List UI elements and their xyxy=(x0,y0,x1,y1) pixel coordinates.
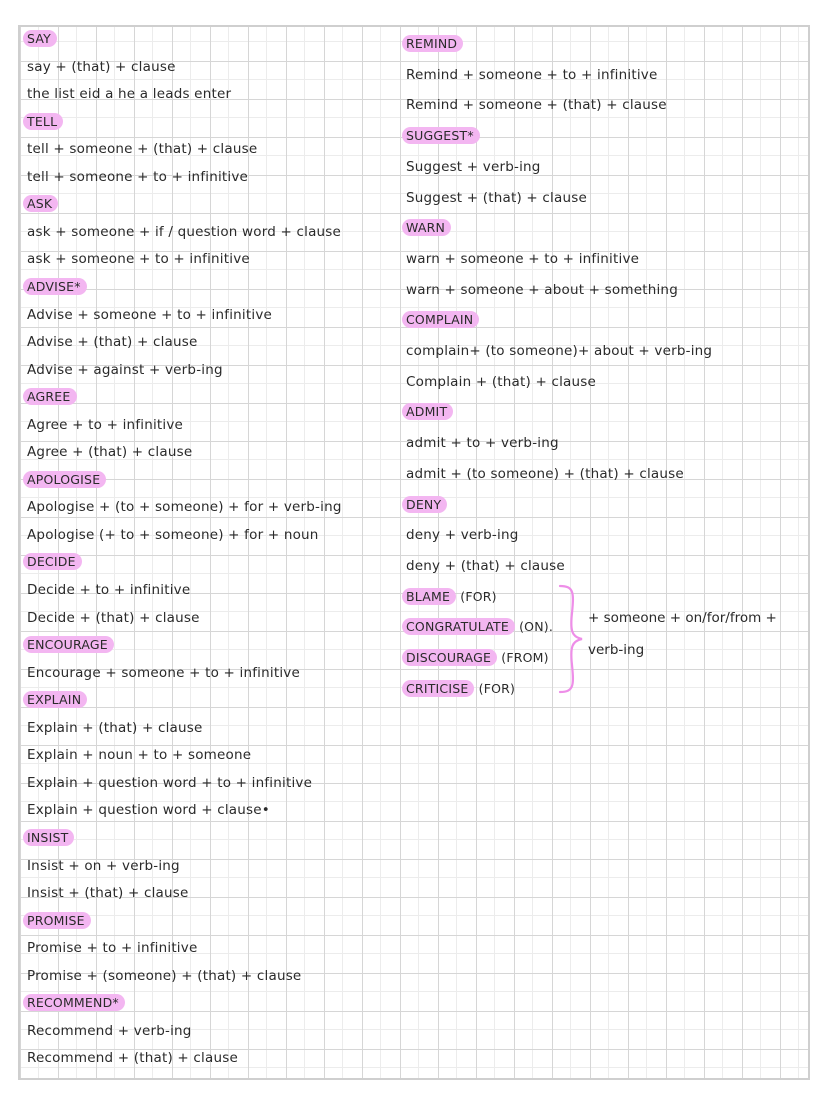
verb-heading xyxy=(406,36,463,52)
pattern-text: admit + (to someone) + (that) + clause xyxy=(406,465,684,482)
pattern-text: Agree + to + infinitive xyxy=(27,416,184,433)
verb-label: DECIDE xyxy=(23,553,82,570)
pattern-line xyxy=(27,610,200,626)
verb-label: EXPLAIN xyxy=(23,691,87,708)
bracket-note-line1: + someone + on/for/from + xyxy=(588,610,777,626)
verb-heading xyxy=(406,312,479,328)
pattern-text: deny + (that) + clause xyxy=(406,557,565,574)
pattern-line xyxy=(27,885,189,901)
pattern-line xyxy=(406,190,587,206)
verb-label: ASK xyxy=(23,195,58,212)
verb-label: SUGGEST* xyxy=(402,127,480,144)
preposition: (FROM) xyxy=(497,650,549,665)
pattern-text: Encourage + someone + to + infinitive xyxy=(27,664,300,681)
verb-label: DENY xyxy=(402,496,447,513)
pattern-text: Agree + (that) + clause xyxy=(27,444,193,461)
pattern-line xyxy=(27,1023,192,1039)
verb-heading xyxy=(27,995,125,1011)
pattern-text: warn + someone + to + infinitive xyxy=(406,250,640,267)
pattern-text: tell + someone + to + infinitive xyxy=(27,168,249,185)
verb-heading xyxy=(27,830,74,846)
pattern-line xyxy=(27,59,176,75)
verb-heading xyxy=(27,554,82,570)
pattern-text: Explain + question word + clause• xyxy=(27,802,270,819)
bracket-note-line2: verb-ing xyxy=(588,642,645,658)
verb-heading xyxy=(406,589,497,605)
pattern-text: Advise + (that) + clause xyxy=(27,334,198,351)
pattern-text: Explain + (that) + clause xyxy=(27,719,203,736)
pattern-line xyxy=(27,307,272,323)
pattern-text: complain+ (to someone)+ about + verb-ing xyxy=(406,343,713,359)
curly-brace-icon xyxy=(556,583,586,695)
pattern-line xyxy=(27,720,203,736)
verb-label: AGREE xyxy=(23,388,77,405)
pattern-text: the list eid a he a leads enter xyxy=(27,86,232,103)
pattern-text: Promise + (someone) + (that) + clause xyxy=(27,967,302,984)
pattern-line xyxy=(27,362,223,378)
verb-label: PROMISE xyxy=(23,912,91,929)
pattern-text: Remind + someone + to + infinitive xyxy=(406,66,658,83)
verb-heading xyxy=(27,472,106,488)
verb-label: COMPLAIN xyxy=(402,311,479,328)
pattern-line xyxy=(27,940,197,956)
pattern-text: Promise + to + infinitive xyxy=(27,940,198,957)
pattern-line xyxy=(27,1050,238,1066)
preposition: (FOR) xyxy=(456,588,497,604)
pattern-text: Insist + (that) + clause xyxy=(27,885,189,902)
pattern-text: tell + someone + (that) + clause xyxy=(27,141,258,158)
pattern-line xyxy=(27,169,248,185)
pattern-text: Advise + someone + to + infinitive xyxy=(27,306,273,323)
verb-label: REMIND xyxy=(402,35,463,52)
verb-label: WARN xyxy=(402,219,451,236)
verb-label: CONGRATULATE xyxy=(402,618,515,635)
verb-label: DISCOURAGE xyxy=(402,649,497,666)
pattern-line xyxy=(27,444,192,460)
verb-label: CRITICISE xyxy=(402,680,474,697)
pattern-line xyxy=(27,968,301,984)
pattern-text: ask + someone + to + infinitive xyxy=(27,251,250,268)
pattern-text: ask + someone + if / question word + clause xyxy=(27,223,342,240)
verb-heading xyxy=(406,650,549,666)
verb-heading xyxy=(406,681,515,697)
verb-heading xyxy=(406,619,553,635)
pattern-line xyxy=(406,527,518,543)
pattern-line xyxy=(406,466,684,482)
pattern-line xyxy=(406,374,596,390)
verb-heading xyxy=(406,128,480,144)
verb-label: ADVISE* xyxy=(23,278,87,295)
pattern-text: Advise + against + verb-ing xyxy=(27,361,223,378)
verb-label: BLAME xyxy=(402,588,456,605)
verb-heading xyxy=(27,692,87,708)
pattern-text: Remind + someone + (that) + clause xyxy=(406,97,667,114)
verb-label: INSIST xyxy=(23,829,74,846)
pattern-line xyxy=(406,282,678,298)
pattern-line xyxy=(406,251,639,267)
pattern-text: Apologise + (to + someone) + for + verb-ing xyxy=(27,499,342,516)
verb-heading xyxy=(406,220,451,236)
pattern-text: deny + verb-ing xyxy=(406,527,519,544)
verb-heading xyxy=(27,279,87,295)
pattern-line xyxy=(27,141,257,157)
pattern-text: say + (that) + clause xyxy=(27,58,176,75)
pattern-line xyxy=(27,665,300,681)
preposition: (ON). xyxy=(514,619,554,635)
pattern-line xyxy=(406,435,559,451)
pattern-line xyxy=(406,97,667,113)
pattern-line xyxy=(406,558,565,574)
verb-heading xyxy=(27,389,77,405)
verb-label: TELL xyxy=(23,113,63,130)
pattern-text: Recommend + verb-ing xyxy=(27,1022,192,1039)
verb-heading xyxy=(27,637,114,653)
verb-heading xyxy=(406,497,447,513)
pattern-line xyxy=(27,858,180,874)
verb-label: ADMIT xyxy=(402,403,453,420)
preposition: (FOR) xyxy=(474,680,516,696)
pattern-line xyxy=(27,582,190,598)
pattern-text: Complain + (that) + clause xyxy=(406,373,597,390)
verb-label: RECOMMEND* xyxy=(23,994,125,1011)
verb-heading xyxy=(27,196,58,212)
pattern-text: Recommend + (that) + clause xyxy=(27,1050,238,1067)
pattern-line xyxy=(27,802,270,818)
pattern-line xyxy=(27,499,342,515)
pattern-text: Decide + to + infinitive xyxy=(27,582,191,598)
verb-label: ENCOURAGE xyxy=(23,636,114,653)
pattern-line xyxy=(27,417,183,433)
pattern-line xyxy=(27,251,250,267)
verb-label: APOLOGISE xyxy=(23,471,106,488)
pattern-line xyxy=(406,159,541,175)
verb-heading xyxy=(27,31,57,47)
pattern-line xyxy=(27,747,251,763)
pattern-text: Decide + (that) + clause xyxy=(27,609,200,626)
verb-heading xyxy=(406,404,453,420)
verb-heading xyxy=(27,913,91,929)
pattern-line xyxy=(27,527,319,543)
pattern-text: Insist + on + verb-ing xyxy=(27,857,180,874)
pattern-line xyxy=(27,224,341,240)
pattern-line xyxy=(27,775,312,791)
verb-label: SAY xyxy=(23,30,57,47)
pattern-text: Apologise (+ to + someone) + for + noun xyxy=(27,526,319,543)
pattern-line xyxy=(406,67,657,83)
pattern-text: admit + to + verb-ing xyxy=(406,435,559,452)
pattern-text: Explain + question word + to + infinitive xyxy=(27,774,313,791)
verb-heading xyxy=(27,114,63,130)
pattern-text: warn + someone + about + something xyxy=(406,281,678,298)
pattern-line xyxy=(27,334,198,350)
pattern-line xyxy=(27,86,231,102)
pattern-text: Suggest + verb-ing xyxy=(406,158,541,175)
pattern-text: Explain + noun + to + someone xyxy=(27,747,252,764)
pattern-text: Suggest + (that) + clause xyxy=(406,189,587,206)
pattern-line xyxy=(406,343,712,359)
